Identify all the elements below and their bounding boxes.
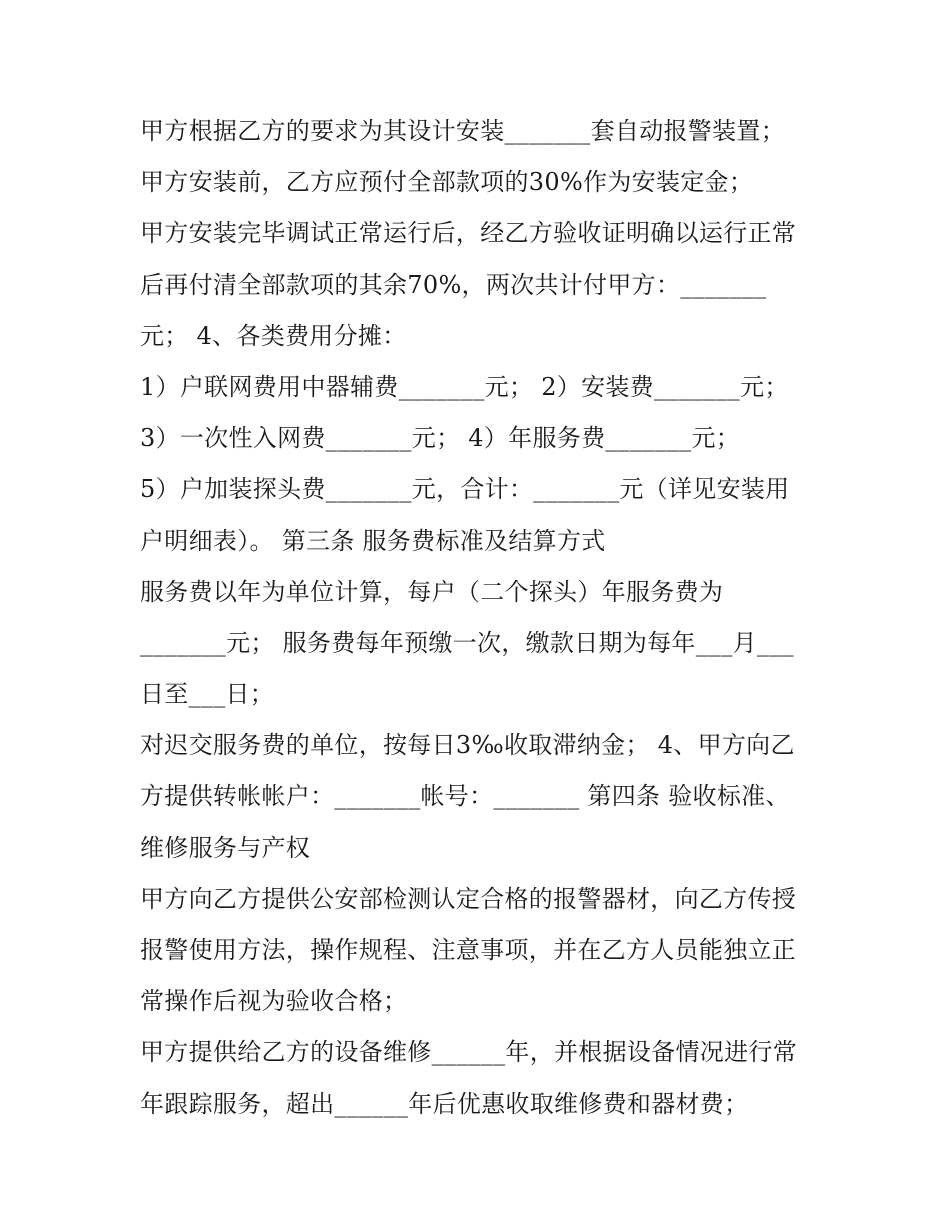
text-line: 1）户联网费用中器辅费_______元； 2）安装费_______元； xyxy=(140,372,789,401)
text-line: 维修服务与产权 xyxy=(140,833,311,862)
text-line: 甲方提供给乙方的设备维修______年，并根据设备情况进行常 xyxy=(140,1038,797,1067)
text-line: _______元； 服务费每年预缴一次，缴款日期为每年___月___ xyxy=(140,628,794,657)
text-line: 甲方安装前，乙方应预付全部款项的30%作为安装定金； xyxy=(140,168,754,197)
text-line: 日至___日； xyxy=(140,680,275,709)
contract-text xyxy=(140,106,830,1130)
text-line: 甲方向乙方提供公安部检测认定合格的报警器材，向乙方传授 xyxy=(140,884,797,913)
text-line: 服务费以年为单位计算，每户（二个探头）年服务费为 xyxy=(140,577,724,606)
text-line: 元； 4、各类费用分摊： xyxy=(140,321,407,350)
text-line: 户明细表）。 第三条 服务费标准及结算方式 xyxy=(140,526,606,555)
text-line: 常操作后视为验收合格； xyxy=(140,987,408,1016)
text-line: 甲方安装完毕调试正常运行后，经乙方验收证明确以运行正常 xyxy=(140,219,797,248)
text-line: 甲方根据乙方的要求为其设计安装_______套自动报警装置； xyxy=(140,117,785,145)
text-line: 5）户加装探头费_______元，合计：_______元（详见安装用 xyxy=(140,475,790,504)
text-line: 后再付清全部款项的其余70%，两次共计付甲方：_______ xyxy=(140,270,767,299)
text-line: 3）一次性入网费_______元； 4）年服务费_______元； xyxy=(140,424,741,453)
text-line: 报警使用方法，操作规程、注意事项，并在乙方人员能独立正 xyxy=(140,936,797,964)
text-line: 对迟交服务费的单位，按每日3‰收取滞纳金； 4、甲方向乙 xyxy=(140,731,795,760)
text-line: 方提供转帐帐户：_______帐号：_______ 第四条 验收标准、 xyxy=(140,782,790,811)
text-line: 年跟踪服务，超出______年后优惠收取维修费和器材费； xyxy=(140,1089,749,1118)
